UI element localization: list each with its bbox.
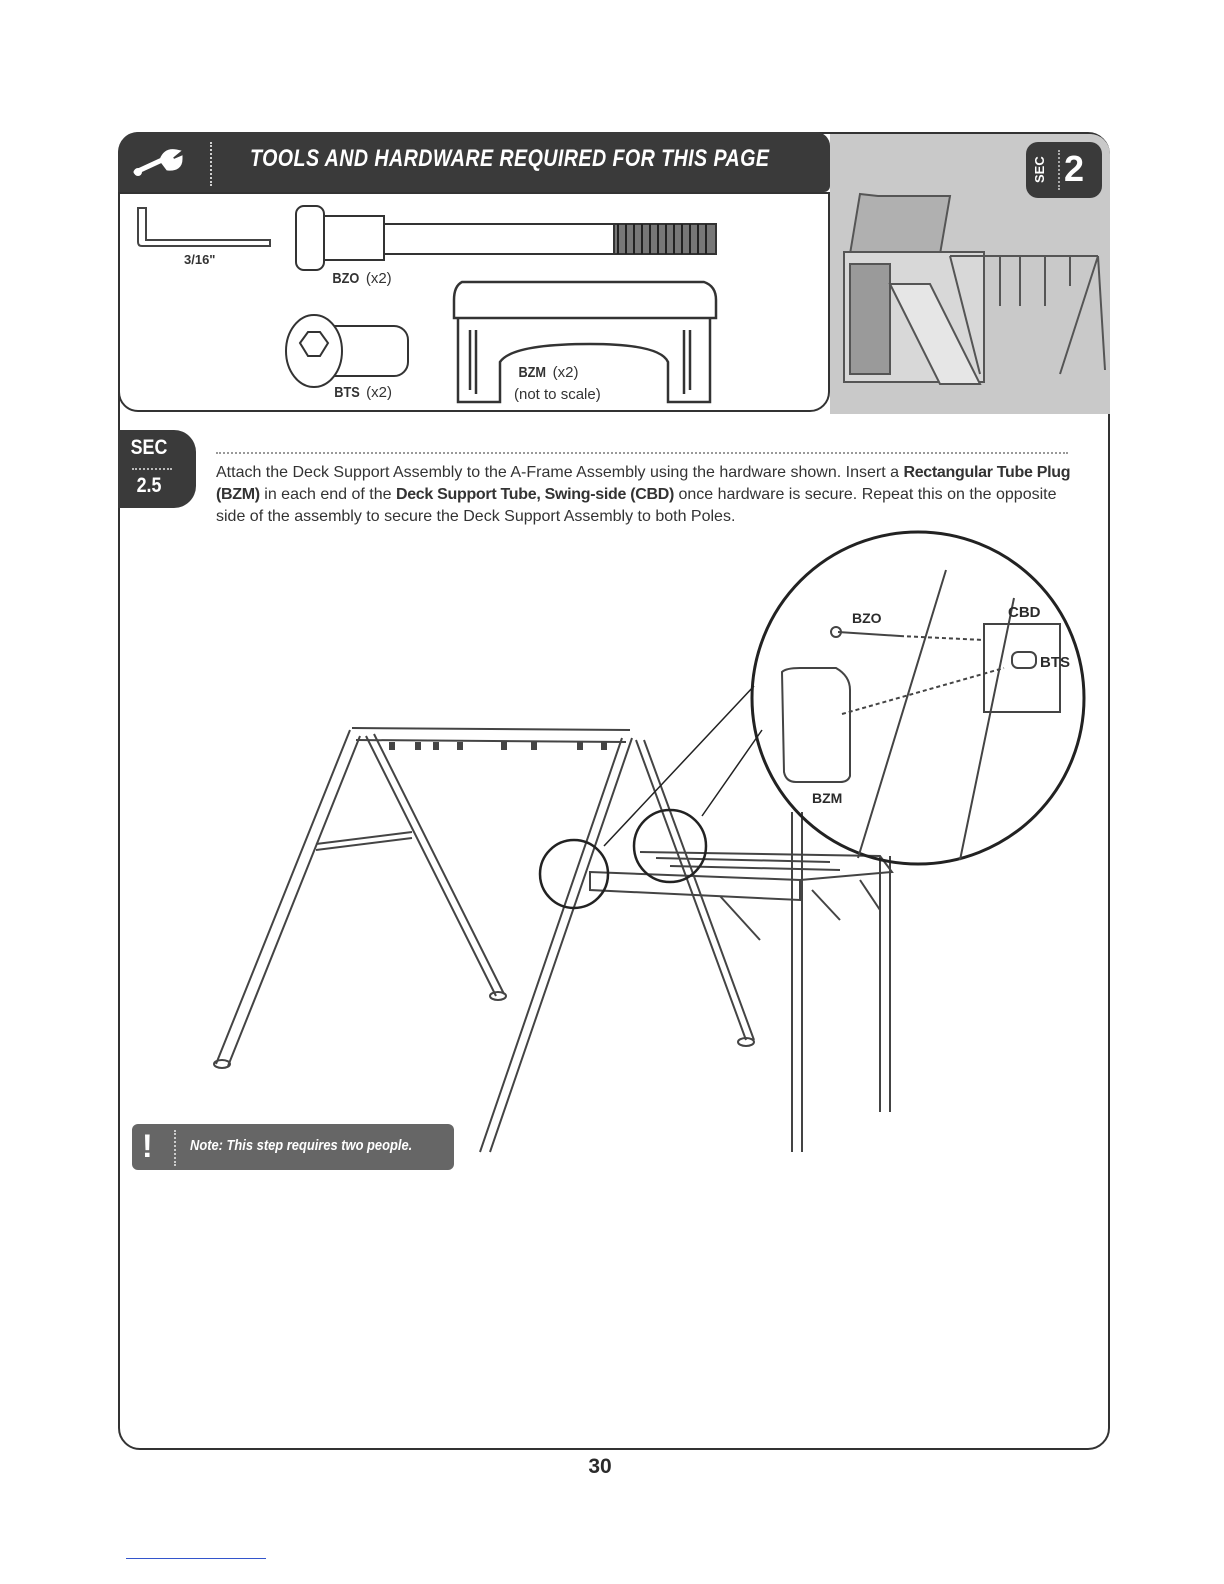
section-badge-number: 2	[1064, 148, 1085, 189]
bzm-scale-note: (not to scale)	[514, 386, 601, 403]
note-text: Note: This step requires two people.	[190, 1137, 413, 1154]
step-number: 2.5	[136, 474, 162, 497]
note-divider	[174, 1130, 176, 1166]
step-instructions: Attach the Deck Support Assembly to the A-Frame Assembly using the hardware shown. Insert a Rectangular Tube Plug (BZM) in each end of the Deck Support Tube, Swing-side (CBD) once hardware is secure. Repeat this on the opposite side of the assembly to secure the Deck Support Assembly to both Poles.	[216, 464, 1071, 525]
callout-cbd: CBD	[1008, 604, 1041, 621]
callout-bts: BTS	[1040, 654, 1070, 671]
bzo-label: BZO (x2)	[332, 270, 392, 287]
tools-header-title: TOOLS AND HARDWARE REQUIRED FOR THIS PAGE	[250, 145, 770, 172]
callout-bzm: BZM	[812, 790, 843, 806]
warning-icon: !	[142, 1128, 153, 1164]
bts-label: BTS (x2)	[334, 384, 393, 401]
step-tab-label: SEC	[130, 436, 168, 459]
callout-bzo: BZO	[852, 610, 882, 626]
section-badge-label: SEC	[1032, 156, 1047, 184]
hex-key-label: 3/16"	[184, 252, 216, 267]
two-people-note	[132, 1124, 454, 1170]
bzm-label: BZM (x2)	[518, 364, 579, 381]
footer-rule	[126, 1558, 266, 1559]
page-number: 30	[588, 1455, 612, 1478]
